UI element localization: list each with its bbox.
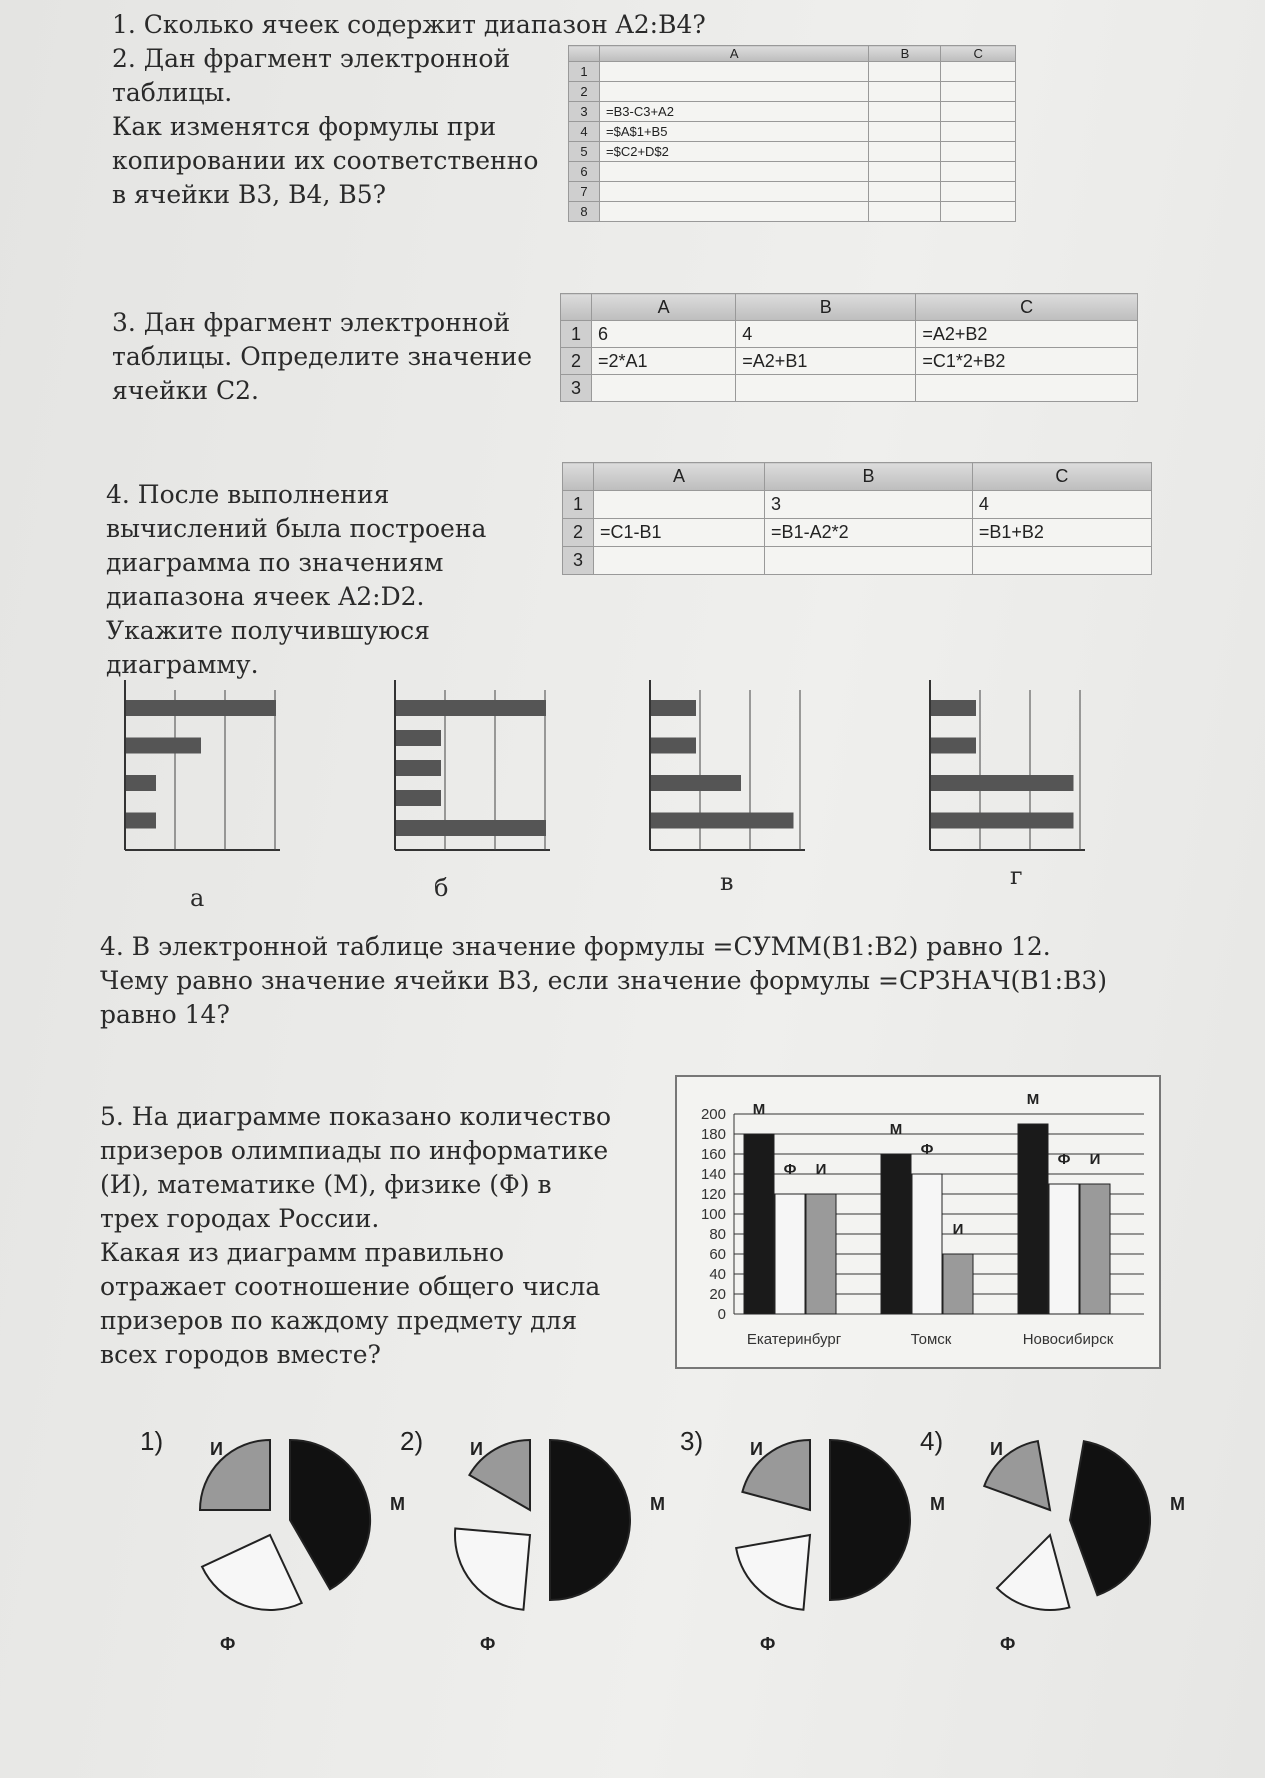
cell[interactable]: =2*A1	[592, 348, 736, 375]
column-header: B	[765, 463, 973, 491]
pie-slice	[290, 1440, 370, 1589]
y-tick-label: 120	[700, 1186, 726, 1203]
x-category-label: Новосибирск	[1022, 1331, 1114, 1348]
table-row	[569, 162, 1016, 182]
question-1: 1. Сколько ячеек содержит диапазон A2:B4?	[112, 10, 706, 39]
option-v[interactable]: в	[720, 868, 734, 896]
row-header: 3	[569, 102, 600, 122]
cell[interactable]	[736, 375, 916, 402]
row-header: 2	[569, 82, 600, 102]
pie-option-1	[140, 1426, 405, 1654]
row-header: 1	[561, 321, 592, 348]
question-3: 3. Дан фрагмент электронной таблицы. Определите значение ячейки C2.	[112, 308, 533, 405]
bar-И	[1080, 1184, 1110, 1314]
mini-chart-2	[650, 680, 805, 850]
row-header: 6	[569, 162, 600, 182]
pie-label: Ф	[220, 1634, 236, 1654]
bar	[126, 813, 156, 829]
bar	[126, 738, 201, 754]
cell[interactable]: =C1*2+B2	[916, 348, 1138, 375]
bar	[931, 813, 1074, 829]
cell[interactable]: =B1+B2	[972, 519, 1151, 547]
cell[interactable]	[600, 182, 869, 202]
bar-label: М	[889, 1121, 903, 1138]
bar-М	[1018, 1124, 1048, 1314]
bar-Ф	[775, 1194, 805, 1314]
table-row	[563, 547, 1152, 575]
bar	[396, 760, 441, 776]
corner-cell	[569, 46, 600, 62]
cell[interactable]	[941, 162, 1016, 182]
y-tick-label: 140	[700, 1166, 726, 1183]
cell[interactable]	[600, 82, 869, 102]
pie-label: И	[990, 1439, 1003, 1459]
cell[interactable]	[869, 62, 941, 82]
x-category-label: Екатеринбург	[746, 1331, 842, 1348]
bar-Ф	[912, 1174, 942, 1314]
question-4: 4. После выполнения вычислений была построена диаграмма по значениям диапазона ячеек A2:D2. Укажите получившуюся диаграмму.	[106, 480, 487, 679]
cell[interactable]: 4	[736, 321, 916, 348]
bar-label: И	[1089, 1151, 1101, 1168]
bar	[651, 738, 696, 754]
cell[interactable]	[592, 375, 736, 402]
cell[interactable]	[941, 82, 1016, 102]
y-tick-label: 160	[700, 1146, 726, 1163]
mini-chart-1	[395, 680, 550, 850]
olympiad-bar-chart	[674, 1074, 1164, 1374]
y-tick-label: 100	[700, 1206, 726, 1223]
answer-bar-charts	[110, 680, 1110, 880]
column-header: C	[916, 294, 1138, 321]
bar	[126, 700, 276, 716]
y-tick-label: 40	[709, 1266, 726, 1283]
table-row	[569, 142, 1016, 162]
cell[interactable]	[941, 122, 1016, 142]
table-row	[561, 321, 1138, 348]
y-tick-label: 80	[709, 1226, 726, 1243]
pie-label: Ф	[760, 1634, 776, 1654]
row-header: 2	[561, 348, 592, 375]
pie-option-number: 2)	[400, 1426, 424, 1456]
pie-option-3	[680, 1426, 945, 1654]
y-tick-label: 60	[709, 1246, 726, 1263]
cell[interactable]	[600, 202, 869, 222]
pie-option-number: 3)	[680, 1426, 704, 1456]
bar	[396, 730, 441, 746]
cell[interactable]	[941, 202, 1016, 222]
bar	[931, 700, 976, 716]
pie-slice	[830, 1440, 910, 1600]
bar-label: И	[815, 1161, 827, 1178]
pie-label: И	[750, 1439, 763, 1459]
cell[interactable]: =A2+B2	[916, 321, 1138, 348]
column-header: C	[941, 46, 1016, 62]
cell[interactable]	[869, 102, 941, 122]
column-header: C	[972, 463, 1151, 491]
spreadsheet-q2	[568, 45, 1016, 222]
bar	[931, 775, 1074, 791]
row-header: 3	[563, 547, 594, 575]
cell[interactable]	[594, 547, 765, 575]
table-row	[569, 102, 1016, 122]
column-header: A	[600, 46, 869, 62]
bar-label: Ф	[920, 1141, 934, 1158]
cell[interactable]	[941, 142, 1016, 162]
row-header: 5	[569, 142, 600, 162]
cell[interactable]: =C1-B1	[594, 519, 765, 547]
table-row	[563, 519, 1152, 547]
bar	[396, 820, 546, 836]
row-header: 1	[563, 491, 594, 519]
table-row	[569, 122, 1016, 142]
bar	[651, 813, 794, 829]
table-row	[569, 182, 1016, 202]
cell[interactable]: =B1-A2*2	[765, 519, 973, 547]
cell[interactable]	[941, 62, 1016, 82]
cell[interactable]	[600, 162, 869, 182]
pie-option-4	[920, 1426, 1185, 1654]
pie-slice	[1070, 1441, 1150, 1595]
question-2: 2. Дан фрагмент электронной таблицы. Как изменятся формулы при копировании их соответственно в ячейки B3, B4, B5?	[112, 44, 539, 209]
bar-label: Ф	[1057, 1151, 1071, 1168]
table-row	[569, 62, 1016, 82]
row-header: 3	[561, 375, 592, 402]
bar	[931, 738, 976, 754]
cell[interactable]	[869, 82, 941, 102]
cell[interactable]: 4	[972, 491, 1151, 519]
cell[interactable]: =$C2+D$2	[600, 142, 869, 162]
pie-option-number: 4)	[920, 1426, 944, 1456]
row-header: 8	[569, 202, 600, 222]
spreadsheet-q4	[562, 462, 1152, 575]
answer-pie-charts	[100, 1400, 1260, 1660]
pie-slice	[736, 1535, 810, 1610]
cell[interactable]	[600, 62, 869, 82]
column-header: A	[594, 463, 765, 491]
bar	[396, 700, 546, 716]
pie-label: И	[210, 1439, 223, 1459]
cell[interactable]	[916, 375, 1138, 402]
table-row	[563, 491, 1152, 519]
mini-chart-0	[125, 680, 280, 850]
cell[interactable]	[941, 102, 1016, 122]
bar-label: М	[1026, 1091, 1040, 1108]
pie-label: М	[650, 1494, 665, 1514]
cell[interactable]	[594, 491, 765, 519]
bar-label: И	[952, 1221, 964, 1238]
bar-И	[806, 1194, 836, 1314]
y-tick-label: 20	[709, 1286, 726, 1303]
pie-label: И	[470, 1439, 483, 1459]
row-header: 2	[563, 519, 594, 547]
option-a[interactable]: а	[190, 884, 205, 912]
cell[interactable]	[765, 547, 973, 575]
row-header: 7	[569, 182, 600, 202]
cell[interactable]: 6	[592, 321, 736, 348]
pie-label: Ф	[480, 1634, 496, 1654]
table-row	[569, 82, 1016, 102]
y-tick-label: 200	[700, 1106, 726, 1123]
table-row	[569, 202, 1016, 222]
cell[interactable]: 3	[765, 491, 973, 519]
row-header: 4	[569, 122, 600, 142]
column-header: B	[736, 294, 916, 321]
pie-option-number: 1)	[140, 1426, 164, 1456]
column-header: B	[869, 46, 941, 62]
cell[interactable]	[869, 162, 941, 182]
cell[interactable]	[941, 182, 1016, 202]
pie-label: М	[390, 1494, 405, 1514]
column-header: A	[592, 294, 736, 321]
bar	[126, 775, 156, 791]
cell[interactable]: =B3-C3+A2	[600, 102, 869, 122]
pie-slice	[550, 1440, 630, 1600]
option-g[interactable]: г	[1010, 862, 1023, 890]
pie-label: М	[1170, 1494, 1185, 1514]
bar-М	[881, 1154, 911, 1314]
pie-slice	[202, 1535, 302, 1610]
pie-slice	[455, 1528, 530, 1609]
question-4b: 4. В электронной таблице значение формулы =СУММ(B1:B2) равно 12. Чему равно значение ячейки B3, если значение формулы =СРЗНАЧ(B1:B3) равно 14?	[100, 932, 1108, 1029]
pie-label: Ф	[1000, 1634, 1016, 1654]
table-row	[561, 348, 1138, 375]
bar-label: М	[752, 1101, 766, 1118]
pie-label: М	[930, 1494, 945, 1514]
cell[interactable]: =A2+B1	[736, 348, 916, 375]
bar-label: Ф	[783, 1161, 797, 1178]
cell[interactable]	[869, 142, 941, 162]
bar-М	[744, 1134, 774, 1314]
corner-cell	[561, 294, 592, 321]
cell[interactable]	[869, 122, 941, 142]
spreadsheet-q3	[560, 293, 1138, 402]
row-header: 1	[569, 62, 600, 82]
cell[interactable]	[869, 182, 941, 202]
corner-cell	[563, 463, 594, 491]
bar	[396, 790, 441, 806]
cell[interactable]	[869, 202, 941, 222]
cell[interactable]	[972, 547, 1151, 575]
y-tick-label: 180	[700, 1126, 726, 1143]
bar-Ф	[1049, 1184, 1079, 1314]
question-5: 5. На диаграмме показано количество призеров олимпиады по информатике (И), математике (М), физике (Ф) в трех городах России. Какая из диаграмм правильно отражает соотношение общего числа призеров по каждому предмету для всех городов вместе?	[100, 1102, 611, 1369]
cell[interactable]: =$A$1+B5	[600, 122, 869, 142]
bar-И	[943, 1254, 973, 1314]
mini-chart-3	[930, 680, 1085, 850]
table-row	[561, 375, 1138, 402]
pie-option-2	[400, 1426, 665, 1654]
bar	[651, 775, 741, 791]
option-b[interactable]: б	[434, 874, 449, 902]
pie-slice	[997, 1535, 1069, 1610]
bar	[651, 700, 696, 716]
x-category-label: Томск	[910, 1331, 952, 1348]
y-tick-label: 0	[717, 1306, 726, 1323]
